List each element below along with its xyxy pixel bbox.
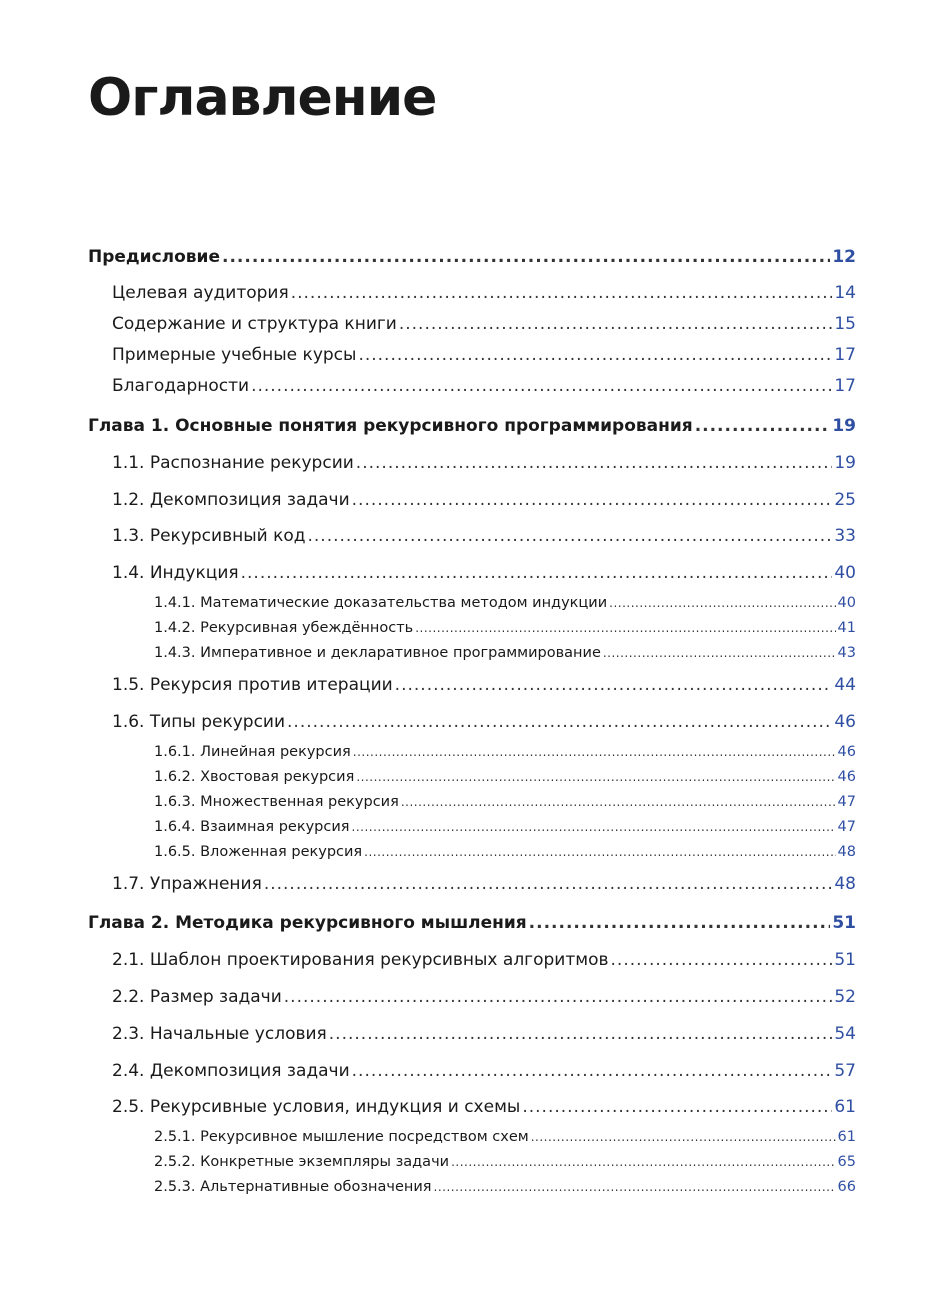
toc-entry-page: 40 [834, 563, 856, 583]
dot-leader [609, 596, 835, 610]
toc-entry-page: 19 [834, 453, 856, 473]
toc-entry-page: 46 [834, 712, 856, 732]
toc-entry[interactable] [112, 376, 856, 396]
toc-entry-label: 2.1. Шаблон проектирования рекурсивных алгоритмов [112, 950, 609, 970]
toc-entry-label: 1.2. Декомпозиция задачи [112, 490, 350, 510]
toc-entry[interactable] [112, 1024, 856, 1044]
toc-entry-page: 25 [834, 490, 856, 510]
dot-leader [529, 913, 831, 933]
toc-entry[interactable] [154, 645, 856, 661]
dot-leader [522, 1097, 832, 1117]
toc-entry-page: 43 [837, 645, 856, 661]
dot-leader [531, 1130, 836, 1144]
toc-entry-page: 51 [832, 913, 856, 933]
toc-entry[interactable] [112, 874, 856, 894]
toc-entry-page: 47 [837, 794, 856, 810]
toc-entry-label: 1.6.1. Линейная рекурсия [154, 744, 351, 760]
toc-entry[interactable] [154, 1179, 856, 1195]
dot-leader [251, 376, 832, 396]
toc-entry[interactable] [154, 794, 856, 810]
dot-leader [287, 712, 832, 732]
toc-entry-page: 66 [837, 1179, 856, 1195]
toc-entry[interactable] [154, 769, 856, 785]
toc-entry-label: 1.3. Рекурсивный код [112, 526, 306, 546]
dot-leader [434, 1180, 836, 1194]
toc-entry-page: 19 [832, 416, 856, 436]
toc-entry-label: Примерные учебные курсы [112, 345, 357, 365]
toc-entry[interactable] [154, 595, 856, 611]
toc-entry-label: Глава 2. Методика рекурсивного мышления [88, 913, 527, 933]
toc-entry[interactable] [112, 526, 856, 546]
toc-entry[interactable] [112, 1097, 856, 1117]
toc-entry-label: 1.4.1. Математические доказательства методом индукции [154, 595, 608, 611]
dot-leader [399, 314, 833, 334]
dot-leader [352, 1061, 833, 1081]
toc-entry[interactable] [112, 712, 856, 732]
toc-entry[interactable] [154, 844, 856, 860]
dot-leader [264, 874, 833, 894]
toc-entry-page: 52 [834, 987, 856, 1007]
dot-leader [356, 770, 835, 784]
toc-entry-page: 44 [834, 675, 856, 695]
toc-entry-page: 54 [834, 1024, 856, 1044]
toc-entry[interactable] [112, 563, 856, 583]
toc-entry-label: 1.4.2. Рекурсивная убеждённость [154, 620, 414, 636]
toc-entry[interactable] [88, 247, 856, 267]
dot-leader [284, 987, 833, 1007]
toc-entry-page: 17 [834, 376, 856, 396]
toc-entry-page: 61 [837, 1129, 856, 1145]
toc-entry-page: 33 [834, 526, 856, 546]
toc-entry-label: 1.5. Рекурсия против итерации [112, 675, 393, 695]
dot-leader [451, 1155, 835, 1169]
toc-entry-label: 2.3. Начальные условия [112, 1024, 327, 1044]
dot-leader [352, 490, 833, 510]
dot-leader [291, 283, 833, 303]
toc-entry[interactable] [154, 819, 856, 835]
toc-entry[interactable] [88, 416, 856, 436]
toc-entry[interactable] [112, 345, 856, 365]
dot-leader [308, 526, 833, 546]
toc-entry-label: 1.6.4. Взаимная рекурсия [154, 819, 350, 835]
toc-entry-label: Предисловие [88, 247, 220, 267]
toc-entry-page: 51 [834, 950, 856, 970]
toc-entry-page: 46 [837, 769, 856, 785]
dot-leader [401, 795, 836, 809]
toc-entry-page: 15 [834, 314, 856, 334]
toc-entry-page: 48 [834, 874, 856, 894]
toc-entry-label: 1.4. Индукция [112, 563, 239, 583]
page-title: Оглавление [88, 68, 437, 128]
dot-leader [241, 563, 833, 583]
dot-leader [415, 621, 835, 635]
toc-entry-label: Целевая аудитория [112, 283, 289, 303]
toc-entry[interactable] [112, 453, 856, 473]
dot-leader [395, 675, 833, 695]
dot-leader [364, 845, 835, 859]
toc-entry-label: 1.6. Типы рекурсии [112, 712, 286, 732]
toc-entry-label: 1.1. Распознание рекурсии [112, 453, 354, 473]
toc-entry-page: 12 [832, 247, 856, 267]
toc-entry-page: 65 [837, 1154, 856, 1170]
toc-entry[interactable] [154, 1154, 856, 1170]
toc-entry[interactable] [112, 987, 856, 1007]
toc-entry-label: 1.6.2. Хвостовая рекурсия [154, 769, 355, 785]
toc-entry[interactable] [154, 1129, 856, 1145]
toc-entry-page: 17 [834, 345, 856, 365]
toc-entry[interactable] [112, 950, 856, 970]
dot-leader [222, 247, 830, 267]
toc-entry-label: Глава 1. Основные понятия рекурсивного программирования [88, 416, 693, 436]
toc-entry-page: 48 [837, 844, 856, 860]
dot-leader [603, 646, 836, 660]
toc-entry[interactable] [154, 620, 856, 636]
toc-entry[interactable] [112, 1061, 856, 1081]
toc-entry[interactable] [154, 744, 856, 760]
dot-leader [695, 416, 831, 436]
dot-leader [329, 1024, 833, 1044]
toc-entry-label: 1.6.5. Вложенная рекурсия [154, 844, 363, 860]
toc-entry-label: 2.5.1. Рекурсивное мышление посредством схем [154, 1129, 529, 1145]
dot-leader [358, 345, 832, 365]
toc-entry-label: Благодарности [112, 376, 250, 396]
toc-entry-label: Содержание и структура книги [112, 314, 397, 334]
toc-entry-page: 47 [837, 819, 856, 835]
toc-entry-label: 1.4.3. Императивное и декларативное программирование [154, 645, 601, 661]
toc-entry-page: 46 [837, 744, 856, 760]
toc-entry-label: 2.5. Рекурсивные условия, индукция и схемы [112, 1097, 521, 1117]
toc-entry[interactable] [112, 490, 856, 510]
toc-entry-label: 2.2. Размер задачи [112, 987, 282, 1007]
toc-entry-page: 14 [834, 283, 856, 303]
toc-entry-label: 1.6.3. Множественная рекурсия [154, 794, 399, 810]
dot-leader [356, 453, 833, 473]
toc-entry-label: 2.5.2. Конкретные экземпляры задачи [154, 1154, 450, 1170]
toc-entry-page: 40 [837, 595, 856, 611]
toc-entry-page: 61 [834, 1097, 856, 1117]
toc-entry[interactable] [112, 314, 856, 334]
dot-leader [352, 820, 836, 834]
toc-entry-label: 2.5.3. Альтернативные обозначения [154, 1179, 432, 1195]
toc-entry[interactable] [112, 675, 856, 695]
toc-entry-label: 1.7. Упражнения [112, 874, 262, 894]
toc-entry-page: 41 [837, 620, 856, 636]
toc-entry[interactable] [88, 913, 856, 933]
toc-entry[interactable] [112, 283, 856, 303]
toc-entry-page: 57 [834, 1061, 856, 1081]
dot-leader [353, 745, 836, 759]
toc-entry-label: 2.4. Декомпозиция задачи [112, 1061, 350, 1081]
dot-leader [611, 950, 833, 970]
